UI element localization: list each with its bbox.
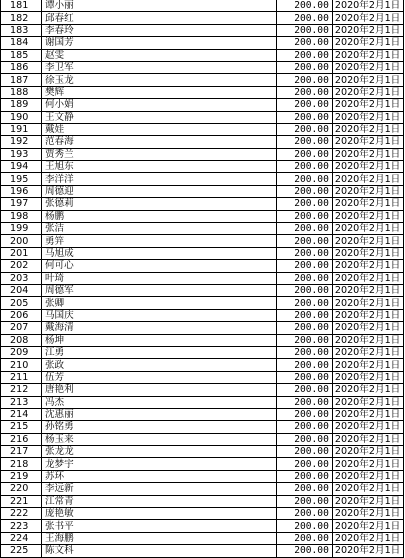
row-index-cell[interactable]: 209 [1, 346, 42, 358]
name-cell[interactable]: 李远新 [41, 483, 276, 495]
date-cell[interactable]: 2020年2月1日 [332, 0, 403, 12]
name-cell[interactable]: 王旭东 [41, 161, 276, 173]
name-cell[interactable]: 贾秀兰 [41, 148, 276, 160]
row-index-cell[interactable]: 186 [1, 61, 42, 73]
date-cell[interactable]: 2020年2月1日 [332, 495, 403, 507]
date-cell[interactable]: 2020年2月1日 [332, 198, 403, 210]
row-index-cell[interactable]: 190 [1, 111, 42, 123]
name-cell[interactable]: 何小娟 [41, 99, 276, 111]
date-cell[interactable]: 2020年2月1日 [332, 458, 403, 470]
table-row [1, 309, 404, 321]
amount-cell[interactable]: 200.00 [276, 520, 332, 532]
amount-cell[interactable]: 200.00 [276, 322, 332, 334]
name-cell[interactable]: 马旭成 [41, 247, 276, 259]
date-cell[interactable]: 2020年2月1日 [332, 421, 403, 433]
amount-cell[interactable]: 200.00 [276, 508, 332, 520]
table-row [1, 532, 404, 544]
date-cell[interactable]: 2020年2月1日 [332, 136, 403, 148]
row-index-cell[interactable]: 214 [1, 408, 42, 420]
table-row [1, 223, 404, 235]
amount-cell[interactable]: 200.00 [276, 446, 332, 458]
amount-cell[interactable]: 200.00 [276, 532, 332, 544]
name-cell[interactable]: 张政 [41, 359, 276, 371]
table-row [1, 99, 404, 111]
name-cell[interactable]: 赵雯 [41, 49, 276, 61]
date-cell[interactable]: 2020年2月1日 [332, 334, 403, 346]
row-index-cell[interactable]: 183 [1, 24, 42, 36]
amount-cell[interactable]: 200.00 [276, 148, 332, 160]
name-cell[interactable]: 徐玉龙 [41, 74, 276, 86]
table-row [1, 458, 404, 470]
amount-cell[interactable]: 200.00 [276, 495, 332, 507]
amount-cell[interactable]: 200.00 [276, 111, 332, 123]
date-cell[interactable]: 2020年2月1日 [332, 520, 403, 532]
name-cell[interactable]: 范春海 [41, 136, 276, 148]
name-cell[interactable]: 张洁 [41, 223, 276, 235]
row-index-cell[interactable]: 222 [1, 508, 42, 520]
row-index-cell[interactable]: 225 [1, 545, 42, 557]
amount-cell[interactable]: 200.00 [276, 408, 332, 420]
name-cell[interactable]: 李洋洋 [41, 173, 276, 185]
date-cell[interactable]: 2020年2月1日 [332, 99, 403, 111]
name-cell[interactable]: 杨玉来 [41, 433, 276, 445]
table-row [1, 408, 404, 420]
amount-cell[interactable]: 200.00 [276, 49, 332, 61]
table-row [1, 260, 404, 272]
row-index-cell[interactable]: 223 [1, 520, 42, 532]
row-index-cell[interactable]: 221 [1, 495, 42, 507]
table-row [1, 86, 404, 98]
date-cell[interactable]: 2020年2月1日 [332, 24, 403, 36]
date-cell[interactable]: 2020年2月1日 [332, 470, 403, 482]
amount-cell[interactable]: 200.00 [276, 12, 332, 24]
name-cell[interactable]: 张德莉 [41, 198, 276, 210]
table-body [1, 0, 404, 557]
row-index-cell[interactable]: 208 [1, 334, 42, 346]
date-cell[interactable]: 2020年2月1日 [332, 111, 403, 123]
table-row [1, 148, 404, 160]
amount-cell[interactable]: 200.00 [276, 74, 332, 86]
table-row [1, 322, 404, 334]
row-index-cell[interactable]: 220 [1, 483, 42, 495]
row-index-cell[interactable]: 203 [1, 272, 42, 284]
table-row [1, 210, 404, 222]
amount-cell[interactable]: 200.00 [276, 185, 332, 197]
table-row [1, 198, 404, 210]
date-cell[interactable]: 2020年2月1日 [332, 235, 403, 247]
table-row [1, 49, 404, 61]
row-index-cell[interactable]: 200 [1, 235, 42, 247]
table-row [1, 272, 404, 284]
row-index-cell[interactable]: 192 [1, 136, 42, 148]
amount-cell[interactable]: 200.00 [276, 433, 332, 445]
amount-cell[interactable]: 200.00 [276, 421, 332, 433]
amount-cell[interactable]: 200.00 [276, 86, 332, 98]
date-cell[interactable]: 2020年2月1日 [332, 37, 403, 49]
name-cell[interactable]: 邱春红 [41, 12, 276, 24]
amount-cell[interactable]: 200.00 [276, 309, 332, 321]
date-cell[interactable]: 2020年2月1日 [332, 309, 403, 321]
date-cell[interactable]: 2020年2月1日 [332, 148, 403, 160]
table-row [1, 520, 404, 532]
amount-cell[interactable]: 200.00 [276, 483, 332, 495]
date-cell[interactable]: 2020年2月1日 [332, 408, 403, 420]
table-row [1, 173, 404, 185]
date-cell[interactable]: 2020年2月1日 [332, 123, 403, 135]
row-index-cell[interactable]: 197 [1, 198, 42, 210]
row-index-cell[interactable]: 198 [1, 210, 42, 222]
table-row [1, 123, 404, 135]
name-cell[interactable]: 孙铭勇 [41, 421, 276, 433]
row-index-cell[interactable]: 201 [1, 247, 42, 259]
amount-cell[interactable]: 200.00 [276, 545, 332, 557]
row-index-cell[interactable]: 218 [1, 458, 42, 470]
amount-cell[interactable]: 200.00 [276, 0, 332, 12]
amount-cell[interactable]: 200.00 [276, 223, 332, 235]
table-row [1, 0, 404, 12]
row-index-cell[interactable]: 181 [1, 0, 42, 12]
amount-cell[interactable]: 200.00 [276, 235, 332, 247]
name-cell[interactable]: 杨坤 [41, 334, 276, 346]
date-cell[interactable]: 2020年2月1日 [332, 297, 403, 309]
name-cell[interactable]: 何可心 [41, 260, 276, 272]
name-cell[interactable]: 江常青 [41, 495, 276, 507]
table-row [1, 161, 404, 173]
amount-cell[interactable]: 200.00 [276, 272, 332, 284]
date-cell[interactable]: 2020年2月1日 [332, 322, 403, 334]
row-index-cell[interactable]: 219 [1, 470, 42, 482]
table-row [1, 61, 404, 73]
date-cell[interactable]: 2020年2月1日 [332, 210, 403, 222]
date-cell[interactable]: 2020年2月1日 [332, 74, 403, 86]
name-cell[interactable]: 江勇 [41, 346, 276, 358]
name-cell[interactable]: 庞艳敏 [41, 508, 276, 520]
name-cell[interactable]: 周德军 [41, 284, 276, 296]
table-row [1, 284, 404, 296]
row-index-cell[interactable]: 182 [1, 12, 42, 24]
amount-cell[interactable]: 200.00 [276, 334, 332, 346]
name-cell[interactable]: 陈文科 [41, 545, 276, 557]
amount-cell[interactable]: 200.00 [276, 260, 332, 272]
amount-cell[interactable]: 200.00 [276, 371, 332, 383]
amount-cell[interactable]: 200.00 [276, 123, 332, 135]
row-index-cell[interactable]: 194 [1, 161, 42, 173]
name-cell[interactable]: 唐艳利 [41, 384, 276, 396]
date-cell[interactable]: 2020年2月1日 [332, 433, 403, 445]
name-cell[interactable]: 戴海清 [41, 322, 276, 334]
date-cell[interactable]: 2020年2月1日 [332, 446, 403, 458]
name-cell[interactable]: 勇笄 [41, 235, 276, 247]
row-index-cell[interactable]: 184 [1, 37, 42, 49]
amount-cell[interactable]: 200.00 [276, 161, 332, 173]
amount-cell[interactable]: 200.00 [276, 359, 332, 371]
date-cell[interactable]: 2020年2月1日 [332, 223, 403, 235]
row-index-cell[interactable]: 210 [1, 359, 42, 371]
table-row [1, 384, 404, 396]
table-row [1, 359, 404, 371]
table-row [1, 433, 404, 445]
date-cell[interactable]: 2020年2月1日 [332, 396, 403, 408]
name-cell[interactable]: 沈惠丽 [41, 408, 276, 420]
name-cell[interactable]: 苏环 [41, 470, 276, 482]
table-row [1, 495, 404, 507]
table-row [1, 508, 404, 520]
amount-cell[interactable]: 200.00 [276, 61, 332, 73]
table-row [1, 297, 404, 309]
date-cell[interactable]: 2020年2月1日 [332, 483, 403, 495]
date-cell[interactable]: 2020年2月1日 [332, 185, 403, 197]
name-cell[interactable]: 戴娃 [41, 123, 276, 135]
amount-cell[interactable]: 200.00 [276, 99, 332, 111]
name-cell[interactable]: 李春玲 [41, 24, 276, 36]
table-row [1, 74, 404, 86]
name-cell[interactable]: 张书平 [41, 520, 276, 532]
name-cell[interactable]: 张龙龙 [41, 446, 276, 458]
name-cell[interactable]: 冯杰 [41, 396, 276, 408]
row-index-cell[interactable]: 217 [1, 446, 42, 458]
row-index-cell[interactable]: 211 [1, 371, 42, 383]
row-index-cell[interactable]: 213 [1, 396, 42, 408]
amount-cell[interactable]: 200.00 [276, 346, 332, 358]
amount-cell[interactable]: 200.00 [276, 198, 332, 210]
date-cell[interactable]: 2020年2月1日 [332, 247, 403, 259]
row-index-cell[interactable]: 207 [1, 322, 42, 334]
name-cell[interactable]: 李卫军 [41, 61, 276, 73]
table-row [1, 334, 404, 346]
row-index-cell[interactable]: 215 [1, 421, 42, 433]
row-index-cell[interactable]: 191 [1, 123, 42, 135]
row-index-cell[interactable]: 212 [1, 384, 42, 396]
table-row [1, 371, 404, 383]
date-cell[interactable]: 2020年2月1日 [332, 86, 403, 98]
amount-cell[interactable]: 200.00 [276, 173, 332, 185]
row-index-cell[interactable]: 206 [1, 309, 42, 321]
table-row [1, 346, 404, 358]
table-row [1, 247, 404, 259]
name-cell[interactable]: 杨鹏 [41, 210, 276, 222]
date-cell[interactable]: 2020年2月1日 [332, 61, 403, 73]
row-index-cell[interactable]: 204 [1, 284, 42, 296]
amount-cell[interactable]: 200.00 [276, 284, 332, 296]
name-cell[interactable]: 伍芳 [41, 371, 276, 383]
row-index-cell[interactable]: 188 [1, 86, 42, 98]
date-cell[interactable]: 2020年2月1日 [332, 49, 403, 61]
date-cell[interactable]: 2020年2月1日 [332, 384, 403, 396]
row-index-cell[interactable]: 187 [1, 74, 42, 86]
date-cell[interactable]: 2020年2月1日 [332, 545, 403, 557]
table-row [1, 545, 404, 557]
name-cell[interactable]: 龙梦宇 [41, 458, 276, 470]
date-cell[interactable]: 2020年2月1日 [332, 272, 403, 284]
name-cell[interactable]: 王海鹏 [41, 532, 276, 544]
date-cell[interactable]: 2020年2月1日 [332, 346, 403, 358]
table-row [1, 24, 404, 36]
amount-cell[interactable]: 200.00 [276, 210, 332, 222]
amount-cell[interactable]: 200.00 [276, 37, 332, 49]
table-row [1, 421, 404, 433]
table-row [1, 470, 404, 482]
name-cell[interactable]: 樊辉 [41, 86, 276, 98]
table-row [1, 111, 404, 123]
name-cell[interactable]: 王文静 [41, 111, 276, 123]
date-cell[interactable]: 2020年2月1日 [332, 359, 403, 371]
table-row [1, 235, 404, 247]
row-index-cell[interactable]: 189 [1, 99, 42, 111]
amount-cell[interactable]: 200.00 [276, 247, 332, 259]
table-row [1, 446, 404, 458]
name-cell[interactable]: 叶琦 [41, 272, 276, 284]
name-cell[interactable]: 谢国芳 [41, 37, 276, 49]
table-row [1, 483, 404, 495]
row-index-cell[interactable]: 224 [1, 532, 42, 544]
amount-cell[interactable]: 200.00 [276, 24, 332, 36]
name-cell[interactable]: 周德迎 [41, 185, 276, 197]
row-index-cell[interactable]: 193 [1, 148, 42, 160]
date-cell[interactable]: 2020年2月1日 [332, 532, 403, 544]
amount-cell[interactable]: 200.00 [276, 384, 332, 396]
name-cell[interactable]: 张卿 [41, 297, 276, 309]
table-row [1, 12, 404, 24]
row-index-cell[interactable]: 195 [1, 173, 42, 185]
amount-cell[interactable]: 200.00 [276, 470, 332, 482]
row-index-cell[interactable]: 196 [1, 185, 42, 197]
row-index-cell[interactable]: 199 [1, 223, 42, 235]
row-index-cell[interactable]: 216 [1, 433, 42, 445]
date-cell[interactable]: 2020年2月1日 [332, 173, 403, 185]
date-cell[interactable]: 2020年2月1日 [332, 508, 403, 520]
date-cell[interactable]: 2020年2月1日 [332, 161, 403, 173]
date-cell[interactable]: 2020年2月1日 [332, 12, 403, 24]
row-index-cell[interactable]: 185 [1, 49, 42, 61]
table-row [1, 136, 404, 148]
amount-cell[interactable]: 200.00 [276, 297, 332, 309]
date-cell[interactable]: 2020年2月1日 [332, 284, 403, 296]
name-cell[interactable]: 马国庆 [41, 309, 276, 321]
amount-cell[interactable]: 200.00 [276, 458, 332, 470]
table-row [1, 37, 404, 49]
date-cell[interactable]: 2020年2月1日 [332, 371, 403, 383]
amount-cell[interactable]: 200.00 [276, 396, 332, 408]
name-cell[interactable]: 谭小丽 [41, 0, 276, 12]
table-row [1, 396, 404, 408]
date-cell[interactable]: 2020年2月1日 [332, 260, 403, 272]
amount-cell[interactable]: 200.00 [276, 136, 332, 148]
row-index-cell[interactable]: 205 [1, 297, 42, 309]
table-row [1, 185, 404, 197]
row-index-cell[interactable]: 202 [1, 260, 42, 272]
